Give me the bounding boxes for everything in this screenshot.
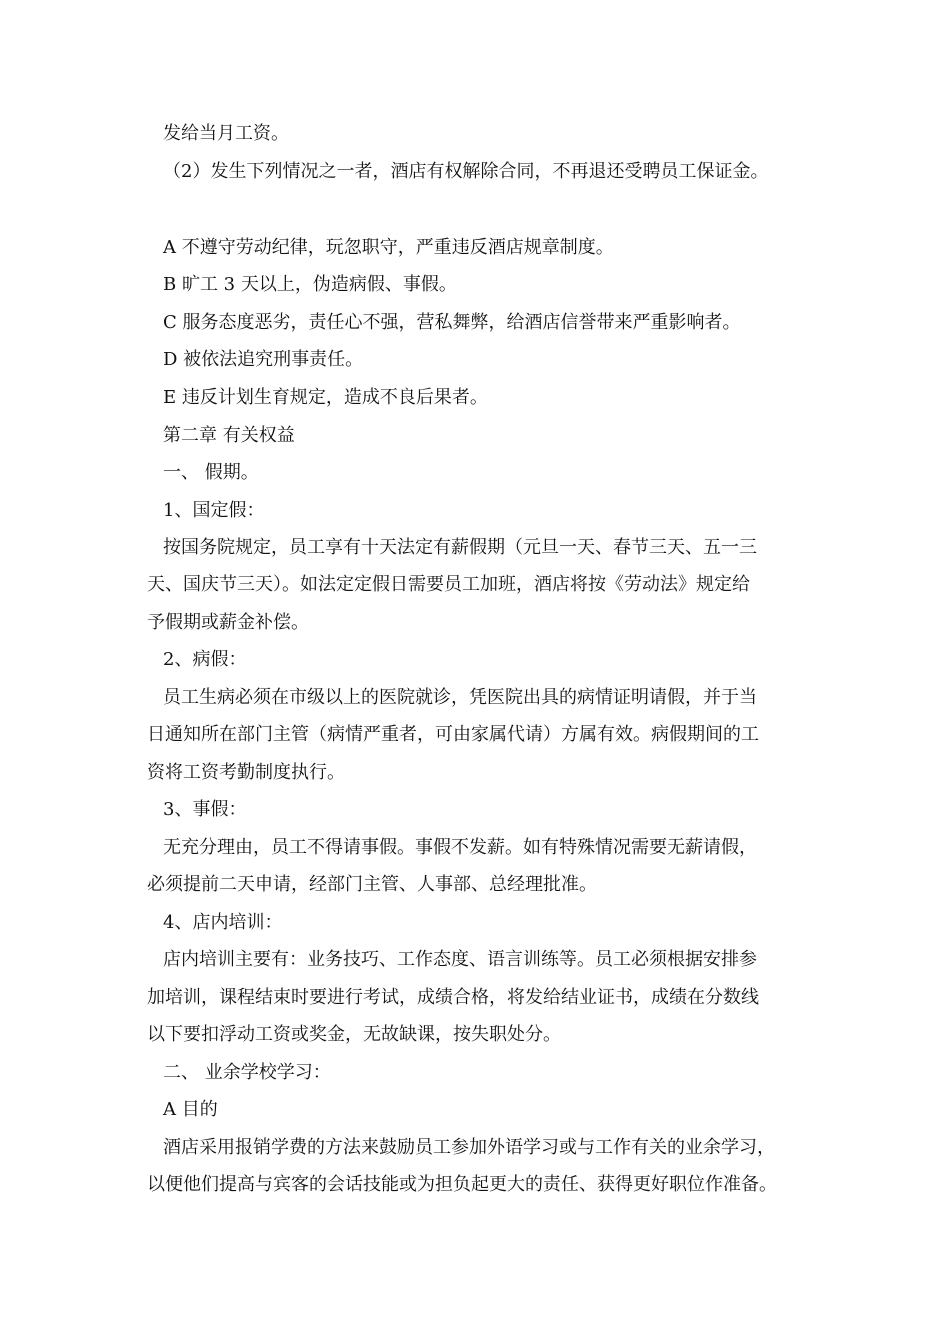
text-line: （2）发生下列情况之一者，酒店有权解除合同，不再退还受聘员工保证金。 — [163, 161, 769, 182]
list-item-a: A 不遵守劳动纪律，玩忽职守，严重违反酒店规章制度。 — [163, 237, 614, 258]
paragraph-line: 必须提前二天申请，经部门主管、人事部、总经理批准。 — [147, 874, 597, 895]
list-item-c: C 服务态度恶劣，责任心不强，营私舞弊，给酒店信誉带来严重影响者。 — [163, 312, 741, 333]
paragraph-line: 以便他们提高与宾客的会话技能或为担负起更大的责任、获得更好职位作准备。 — [147, 1174, 777, 1195]
section-heading: 一、 假期。 — [163, 462, 259, 483]
paragraph-line: 予假期或薪金补偿。 — [147, 612, 309, 633]
paragraph-line: 加培训，课程结束时要进行考试，成绩合格，将发给结业证书，成绩在分数线 — [147, 987, 759, 1008]
list-item-e: E 违反计划生育规定，造成不良后果者。 — [163, 387, 488, 408]
paragraph-line: 以下要扣浮动工资或奖金，无故缺课，按失职处分。 — [147, 1024, 561, 1045]
paragraph-line: 无充分理由，员工不得请事假。事假不发薪。如有特殊情况需要无薪请假， — [163, 837, 757, 858]
subsection-heading: 4、店内培训： — [163, 912, 283, 933]
text-line: 发给当月工资。 — [163, 123, 289, 144]
list-item-d: D 被依法追究刑事责任。 — [163, 349, 364, 370]
chapter-heading: 第二章 有关权益 — [163, 425, 295, 446]
paragraph-line: 天、国庆节三天）。如法定定假日需要员工加班，酒店将按《劳动法》规定给 — [147, 574, 750, 595]
subsection-heading: A 目的 — [163, 1099, 218, 1120]
subsection-heading: 3、事假： — [163, 799, 247, 820]
paragraph-line: 日通知所在部门主管（病情严重者，可由家属代请）方属有效。病假期间的工 — [147, 724, 759, 745]
paragraph-line: 资将工资考勤制度执行。 — [147, 762, 345, 783]
subsection-heading: 1、国定假： — [163, 500, 265, 521]
paragraph-line: 店内培训主要有：业务技巧、工作态度、语言训练等。员工必须根据安排参 — [163, 949, 757, 970]
paragraph-line: 员工生病必须在市级以上的医院就诊，凭医院出具的病情证明请假，并于当 — [163, 687, 757, 708]
section-heading: 二、 业余学校学习： — [163, 1062, 331, 1083]
list-item-b: B 旷工 3 天以上，伪造病假、事假。 — [163, 274, 457, 295]
subsection-heading: 2、病假： — [163, 649, 247, 670]
paragraph-line: 酒店采用报销学费的方法来鼓励员工参加外语学习或与工作有关的业余学习， — [163, 1137, 775, 1158]
paragraph-line: 按国务院规定，员工享有十天法定有薪假期（元旦一天、春节三天、五一三 — [163, 537, 757, 558]
